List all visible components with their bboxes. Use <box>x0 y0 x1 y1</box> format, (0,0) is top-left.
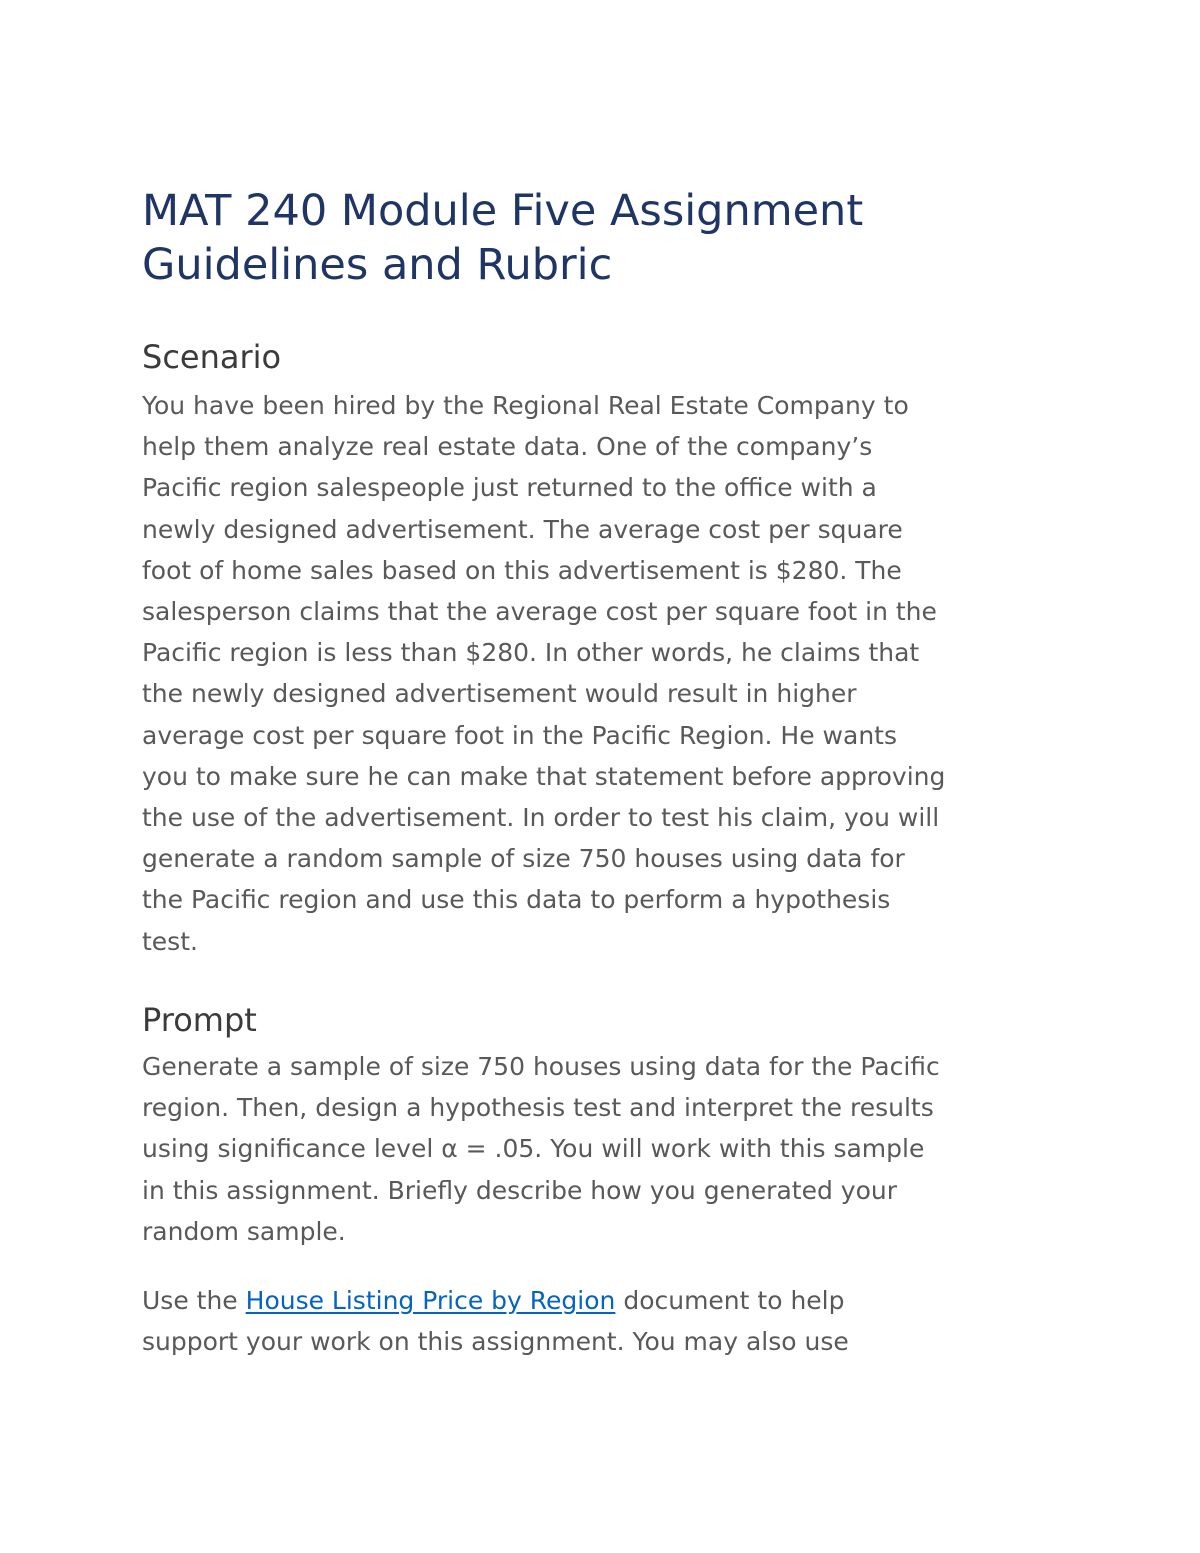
paragraph-line: the Pacific region and use this data to perform a hypothesis <box>142 885 891 915</box>
paragraph-line: You have been hired by the Regional Real Estate Company to <box>142 391 909 420</box>
paragraph-line: salesperson claims that the average cost per square foot in the <box>142 597 937 627</box>
paragraph-line: Generate a sample of size 750 houses using data for the Pacific <box>142 1052 940 1081</box>
title-line-2: Guidelines and Rubric <box>142 240 613 290</box>
support-suffix: document to help <box>615 1286 845 1315</box>
paragraph-line: generate a random sample of size 750 houses using data for <box>142 844 905 874</box>
scenario-heading: Scenario <box>142 338 282 376</box>
paragraph-line: you to make sure he can make that statement before approving <box>142 761 946 791</box>
support-line-2: support your work on this assignment. You may also use <box>142 1327 849 1357</box>
paragraph-line: the newly designed advertisement would result in higher <box>142 679 857 709</box>
house-listing-price-link[interactable]: House Listing Price by Region <box>245 1286 616 1315</box>
scenario-paragraph <box>142 385 945 962</box>
support-prefix: Use the <box>142 1286 246 1315</box>
paragraph-line: using significance level α = .05. You will work with this sample <box>142 1134 925 1164</box>
support-line-1 <box>142 1280 849 1321</box>
paragraph-line: in this assignment. Briefly describe how you generated your <box>142 1175 897 1205</box>
paragraph-line: test. <box>142 926 198 956</box>
paragraph-line: Pacific region salespeople just returned to the office with a <box>142 473 877 503</box>
paragraph-line: foot of home sales based on this advertisement is $280. The <box>142 555 902 585</box>
paragraph-line: Pacific region is less than $280. In other words, he claims that <box>142 638 920 668</box>
paragraph-line: random sample. <box>142 1216 346 1246</box>
paragraph-line: help them analyze real estate data. One of the company’s <box>142 432 873 462</box>
support-paragraph <box>142 1280 849 1362</box>
paragraph-line: average cost per square foot in the Pacific Region. He wants <box>142 720 897 750</box>
prompt-heading: Prompt <box>142 1001 257 1039</box>
paragraph-line: the use of the advertisement. In order to test his claim, you will <box>142 803 940 833</box>
document-title <box>142 184 863 292</box>
title-line-1: MAT 240 Module Five Assignment <box>142 186 864 236</box>
prompt-paragraph <box>142 1046 940 1252</box>
paragraph-line: region. Then, design a hypothesis test and interpret the results <box>142 1093 934 1123</box>
paragraph-line: newly designed advertisement. The average cost per square <box>142 514 903 544</box>
